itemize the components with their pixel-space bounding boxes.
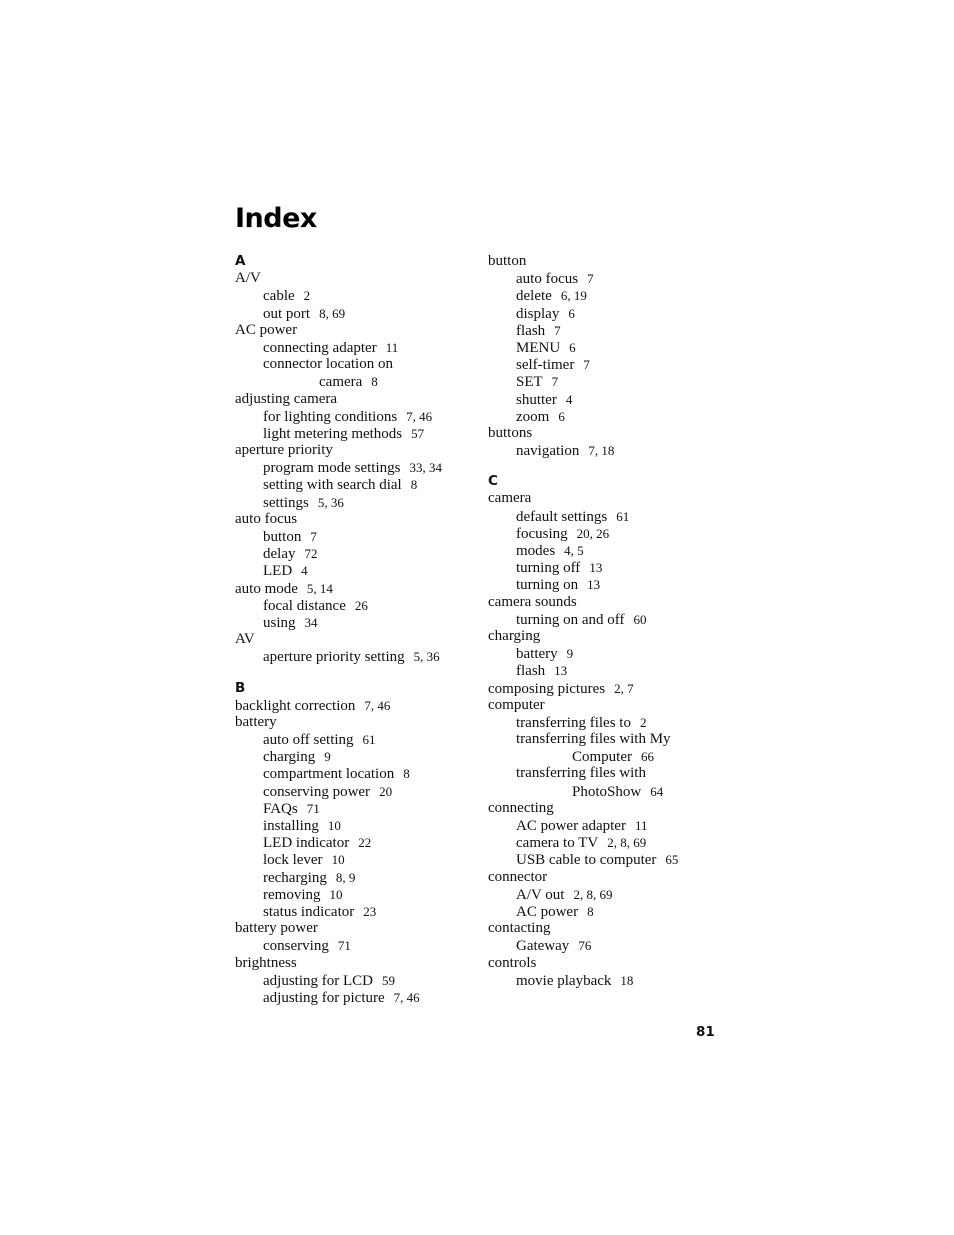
entry-term: camera (319, 374, 363, 391)
index-entry (235, 511, 475, 528)
entry-term: USB cable to computer (516, 852, 657, 869)
entry-term: display (516, 305, 560, 322)
section-letter: C (488, 473, 498, 490)
index-subentry (488, 611, 728, 628)
entry-pages: 76 (578, 938, 592, 954)
entry-term: contacting (488, 920, 551, 937)
entry-term: delay (263, 546, 296, 563)
index-section (488, 253, 728, 459)
entry-term: status indicator (263, 903, 355, 920)
entry-pages: 10 (327, 818, 341, 833)
entry-term: compartment location (263, 766, 395, 783)
entry-term: shutter (516, 391, 557, 408)
index-entry (235, 697, 475, 714)
entry-term: LED indicator (263, 835, 350, 852)
entry-term: battery (516, 646, 558, 663)
index-entry (235, 580, 475, 597)
entry-pages: 13 (554, 663, 568, 679)
entry-term: connecting adapter (263, 339, 377, 356)
index-subentry (235, 373, 475, 390)
index-subentry (488, 508, 728, 525)
index-entry (235, 391, 475, 408)
entry-pages: 61 (362, 732, 376, 748)
index-subentry (488, 714, 728, 731)
index-subentry (488, 559, 728, 576)
entry-pages: 10 (329, 886, 343, 902)
index-subentry (235, 648, 475, 665)
entry-term: adjusting for LCD (263, 972, 373, 989)
index-entry (235, 714, 475, 731)
entry-pages: 5, 14 (306, 580, 333, 596)
entry-term: modes (516, 543, 556, 559)
entry-term: transferring files with My (516, 731, 671, 748)
entry-term: flash (516, 663, 546, 680)
index-entry (235, 270, 475, 287)
page-title: Index (235, 203, 317, 234)
index-section (235, 680, 475, 1007)
index-entry (235, 631, 475, 648)
entry-term: auto focus (235, 510, 298, 527)
index-subentry (235, 425, 475, 442)
entry-term: recharging (263, 869, 327, 886)
entry-term: turning on and off (516, 611, 625, 628)
entry-term: AC power (235, 321, 298, 338)
entry-pages: 8 (410, 477, 418, 493)
index-subentry (235, 972, 475, 989)
entry-term: MENU (516, 339, 561, 356)
entry-term: cable (263, 288, 295, 305)
index-entry (235, 322, 475, 339)
index-subentry (235, 765, 475, 782)
index-subentry (235, 476, 475, 493)
entry-pages: 9 (566, 646, 574, 662)
entry-term: turning off (516, 560, 581, 577)
entry-pages: 61 (616, 508, 630, 524)
index-section (235, 253, 475, 666)
entry-pages: 66 (641, 749, 654, 765)
entry-term: setting with search dial (263, 477, 402, 494)
entry-term: flash (516, 322, 546, 339)
index-subentry (235, 783, 475, 800)
index-subentry (235, 851, 475, 868)
entry-pages: 72 (304, 546, 318, 562)
entry-pages: 2, 8, 69 (607, 835, 647, 851)
index-subentry (235, 408, 475, 425)
entry-term: A/V (235, 270, 261, 287)
index-entry (488, 955, 728, 972)
section-letter: B (235, 679, 246, 696)
index-subentry (235, 597, 475, 614)
entry-term: conserving power (263, 783, 371, 800)
index-subentry (235, 886, 475, 903)
entry-term: adjusting camera (235, 390, 338, 407)
index-entry (235, 955, 475, 972)
entry-pages: 71 (306, 800, 320, 816)
index-subentry (235, 989, 475, 1006)
entry-pages: 6 (558, 408, 565, 424)
entry-term: zoom (516, 408, 550, 425)
index-subentry (235, 459, 475, 476)
entry-pages: 18 (620, 972, 634, 988)
entry-pages: 2, 8, 69 (573, 886, 613, 902)
entry-term: battery (235, 713, 277, 730)
entry-pages: 7 (554, 322, 561, 338)
index-subentry (235, 494, 475, 511)
entry-pages: 8 (403, 766, 410, 782)
entry-pages: 7 (583, 357, 590, 373)
entry-pages: 8 (587, 903, 594, 919)
entry-term: auto mode (235, 580, 298, 597)
entry-term: settings (263, 494, 309, 511)
entry-pages: 7 (310, 529, 317, 544)
entry-term: AC power (516, 903, 579, 920)
index-column-right (488, 253, 728, 989)
index-subentry (488, 576, 728, 593)
index-subentry (235, 731, 475, 748)
entry-term: connector (488, 868, 548, 885)
index-subentry (488, 391, 728, 408)
index-subentry (488, 903, 728, 920)
entry-term: LED (263, 563, 293, 580)
entry-term: computer (488, 696, 545, 713)
entry-pages: 11 (385, 339, 399, 355)
index-subentry (235, 287, 475, 304)
entry-term: turning on (516, 577, 579, 594)
index-subentry (235, 562, 475, 579)
entry-pages: 9 (324, 749, 331, 765)
entry-term: installing (263, 818, 319, 834)
index-subentry (488, 731, 728, 748)
index-subentry (235, 800, 475, 817)
entry-pages: 20 (379, 783, 393, 799)
entry-term: light metering methods (263, 425, 403, 442)
index-subentry (488, 373, 728, 390)
page-number: 81 (696, 1024, 715, 1040)
index-subentry (235, 903, 475, 920)
entry-pages: 65 (665, 852, 679, 868)
entry-pages: 71 (337, 938, 351, 954)
entry-term: auto off setting (263, 732, 354, 749)
entry-term: camera (488, 490, 532, 507)
entry-pages: 6, 19 (560, 288, 587, 304)
index-subentry (235, 545, 475, 562)
index-subentry (488, 645, 728, 662)
index-subentry (488, 322, 728, 339)
entry-pages: 60 (633, 611, 647, 627)
index-entry (488, 680, 728, 697)
entry-term: movie playback (516, 972, 612, 989)
index-entry (488, 490, 728, 507)
entry-pages: 2 (639, 714, 647, 730)
entry-term: focal distance (263, 597, 346, 614)
index-subentry (488, 356, 728, 373)
entry-term: using (263, 614, 296, 631)
entry-pages: 8 (371, 374, 378, 390)
entry-pages: 4 (565, 391, 573, 407)
entry-term: battery power (235, 920, 318, 937)
index-subentry (235, 748, 475, 765)
entry-pages: 57 (411, 425, 425, 441)
index-subentry (235, 869, 475, 886)
entry-term: navigation (516, 443, 580, 460)
index-entry (488, 697, 728, 714)
entry-pages: 11 (634, 818, 648, 833)
entry-pages: 5, 36 (413, 649, 440, 665)
entry-pages: 7 (551, 374, 559, 390)
entry-term: backlight correction (235, 697, 356, 714)
entry-term: out port (263, 305, 311, 322)
entry-term: transferring files to (516, 714, 631, 731)
entry-pages: 7, 18 (588, 443, 615, 459)
entry-term: camera sounds (488, 593, 577, 610)
index-subentry (235, 614, 475, 631)
index-entry (235, 920, 475, 937)
entry-pages: 4, 5 (564, 543, 584, 558)
entry-term: aperture priority (235, 442, 333, 459)
index-subentry (488, 972, 728, 989)
entry-pages: 26 (354, 597, 368, 613)
entry-pages: 7 (587, 271, 594, 287)
entry-pages: 2 (303, 288, 311, 304)
entry-pages: 7, 46 (364, 697, 391, 713)
index-subentry (488, 662, 728, 679)
entry-pages: 2, 7 (614, 680, 634, 696)
entry-term: delete (516, 288, 552, 305)
entry-term: lock lever (263, 852, 323, 869)
index-entry (488, 253, 728, 270)
index-entry (488, 869, 728, 886)
index-subentry (235, 937, 475, 954)
entry-term: focusing (516, 525, 568, 542)
index-subentry (235, 305, 475, 322)
entry-term: charging (263, 749, 316, 766)
index-entry (488, 594, 728, 611)
index-entry (488, 628, 728, 645)
entry-pages: 6 (569, 339, 576, 355)
entry-pages: 23 (363, 903, 377, 919)
index-subentry (488, 748, 728, 765)
index-subentry (235, 356, 475, 373)
entry-pages: 20, 26 (576, 525, 610, 541)
index-subentry (488, 305, 728, 322)
entry-term: connecting (488, 799, 554, 816)
entry-term: PhotoShow (572, 783, 642, 800)
entry-term: buttons (488, 424, 533, 441)
index-entry (235, 442, 475, 459)
index-subentry (488, 287, 728, 304)
entry-term: composing pictures (488, 680, 606, 697)
index-subentry (488, 783, 728, 800)
entry-term: aperture priority setting (263, 649, 405, 666)
index-subentry (488, 937, 728, 954)
section-letter: A (235, 253, 246, 269)
index-subentry (488, 270, 728, 287)
index-subentry (488, 442, 728, 459)
index-entry (488, 800, 728, 817)
entry-pages: 8, 9 (335, 869, 356, 885)
index-subentry (488, 408, 728, 425)
index-subentry (488, 834, 728, 851)
index-subentry (488, 525, 728, 542)
entry-pages: 22 (358, 835, 372, 851)
entry-term: for lighting conditions (263, 408, 398, 425)
entry-pages: 5, 36 (317, 494, 344, 510)
entry-term: removing (263, 886, 321, 903)
entry-term: brightness (235, 954, 297, 971)
index-column-left (235, 253, 475, 1006)
entry-term: Gateway (516, 938, 570, 955)
index-entry (488, 920, 728, 937)
entry-term: connector location on (263, 356, 393, 373)
entry-pages: 13 (589, 560, 603, 576)
entry-term: A/V out (516, 886, 565, 903)
index-subentry (235, 339, 475, 356)
entry-term: adjusting for picture (263, 989, 385, 1006)
entry-term: program mode settings (263, 460, 401, 477)
index-entry (488, 425, 728, 442)
index-subentry (235, 528, 475, 545)
entry-pages: 8, 69 (319, 305, 346, 321)
index-subentry (488, 765, 728, 782)
entry-pages: 4 (301, 563, 308, 579)
entry-term: Computer (572, 749, 632, 766)
entry-term: transferring files with (516, 765, 646, 782)
entry-term: conserving (263, 938, 329, 955)
entry-term: SET (516, 374, 543, 391)
index-subentry (488, 851, 728, 868)
entry-pages: 13 (587, 577, 601, 593)
entry-term: auto focus (516, 271, 579, 288)
entry-term: charging (488, 627, 541, 644)
entry-pages: 64 (650, 783, 664, 799)
entry-pages: 34 (304, 614, 318, 630)
index-subentry (488, 886, 728, 903)
entry-term: button (488, 253, 527, 269)
entry-term: AC power adapter (516, 818, 626, 834)
index-section (488, 473, 728, 989)
entry-term: button (263, 529, 302, 545)
index-subentry (235, 817, 475, 834)
index-subentry (488, 817, 728, 834)
index-subentry (235, 834, 475, 851)
entry-term: controls (488, 954, 537, 971)
entry-term: AV (235, 631, 255, 648)
entry-term: FAQs (263, 800, 298, 817)
index-subentry (488, 339, 728, 356)
entry-pages: 7, 46 (406, 408, 433, 424)
entry-term: camera to TV (516, 835, 599, 852)
entry-pages: 6 (568, 305, 575, 321)
entry-term: default settings (516, 508, 608, 525)
entry-pages: 59 (382, 972, 395, 988)
index-subentry (488, 542, 728, 559)
entry-pages: 7, 46 (393, 989, 420, 1005)
entry-pages: 33, 34 (409, 460, 442, 476)
entry-term: self-timer (516, 357, 575, 374)
entry-pages: 10 (331, 852, 345, 868)
